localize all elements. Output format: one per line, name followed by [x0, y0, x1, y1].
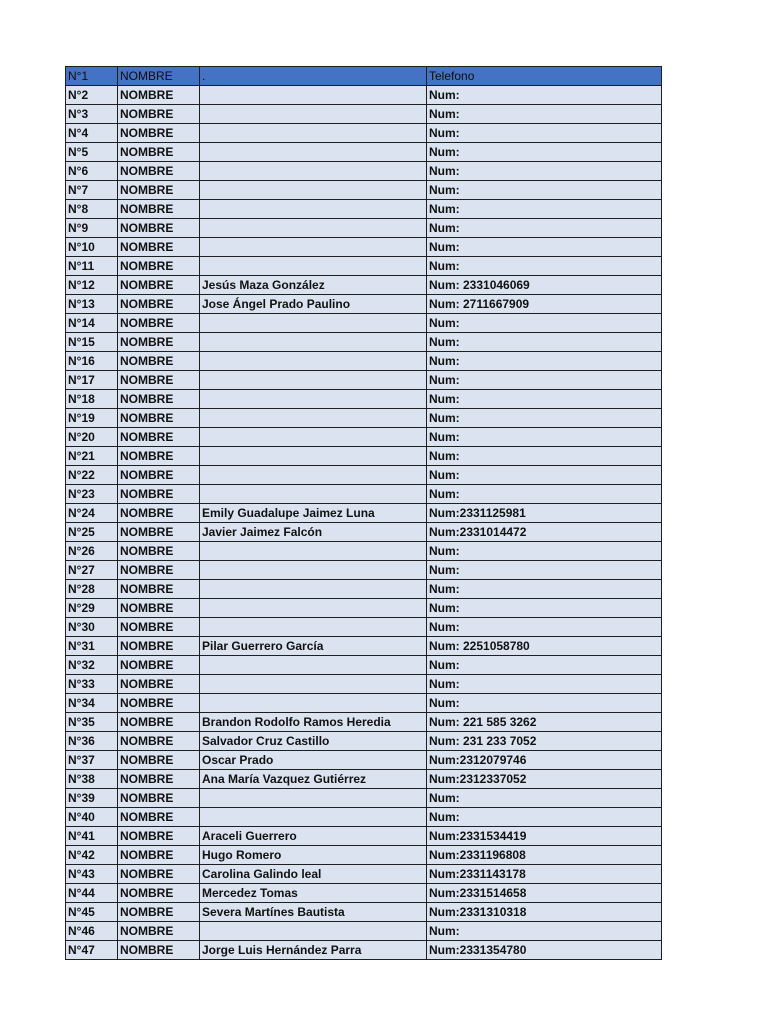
cell-label[interactable]: NOMBRE: [118, 713, 200, 732]
cell-phone[interactable]: Num:: [427, 219, 662, 238]
table-row: [66, 542, 662, 561]
cell-name[interactable]: Brandon Rodolfo Ramos Heredia: [200, 713, 427, 732]
cell-number[interactable]: N°20: [66, 428, 118, 447]
table-row: [66, 219, 662, 238]
cell-number[interactable]: N°36: [66, 732, 118, 751]
cell-name[interactable]: [200, 922, 427, 941]
cell-name[interactable]: [200, 200, 427, 219]
table-row: [66, 941, 662, 960]
table-row: [66, 618, 662, 637]
cell-phone[interactable]: Num:: [427, 238, 662, 257]
cell-number[interactable]: N°4: [66, 124, 118, 143]
cell-label[interactable]: NOMBRE: [118, 409, 200, 428]
cell-name[interactable]: Hugo Romero: [200, 846, 427, 865]
cell-label[interactable]: NOMBRE: [118, 86, 200, 105]
table-row: [66, 162, 662, 181]
cell-label[interactable]: NOMBRE: [118, 295, 200, 314]
cell-number[interactable]: N°15: [66, 333, 118, 352]
cell-label[interactable]: NOMBRE: [118, 789, 200, 808]
cell-name[interactable]: [200, 789, 427, 808]
table-row: [66, 580, 662, 599]
cell-phone[interactable]: Num:: [427, 447, 662, 466]
cell-label[interactable]: NOMBRE: [118, 561, 200, 580]
cell-label[interactable]: NOMBRE: [118, 466, 200, 485]
header-cell-label[interactable]: NOMBRE: [118, 67, 200, 86]
cell-label[interactable]: NOMBRE: [118, 751, 200, 770]
cell-phone[interactable]: Num:2331354780: [427, 941, 662, 960]
cell-phone[interactable]: Num:2331125981: [427, 504, 662, 523]
cell-number[interactable]: N°9: [66, 219, 118, 238]
cell-name[interactable]: [200, 352, 427, 371]
cell-phone[interactable]: Num:2331014472: [427, 523, 662, 542]
cell-label[interactable]: NOMBRE: [118, 656, 200, 675]
cell-number[interactable]: N°31: [66, 637, 118, 656]
table-row: [66, 257, 662, 276]
cell-phone[interactable]: Num:: [427, 922, 662, 941]
cell-phone[interactable]: Num: 221 585 3262: [427, 713, 662, 732]
cell-phone[interactable]: Num:: [427, 371, 662, 390]
cell-phone[interactable]: Num:2312079746: [427, 751, 662, 770]
cell-label[interactable]: NOMBRE: [118, 599, 200, 618]
cell-label[interactable]: NOMBRE: [118, 865, 200, 884]
cell-label[interactable]: NOMBRE: [118, 352, 200, 371]
cell-phone[interactable]: Num:: [427, 599, 662, 618]
cell-number[interactable]: N°47: [66, 941, 118, 960]
cell-phone[interactable]: Num:: [427, 675, 662, 694]
table-row: [66, 504, 662, 523]
cell-phone[interactable]: Num:2331143178: [427, 865, 662, 884]
table-row: [66, 371, 662, 390]
table-row: [66, 808, 662, 827]
cell-number[interactable]: N°44: [66, 884, 118, 903]
cell-name[interactable]: [200, 694, 427, 713]
cell-name[interactable]: [200, 409, 427, 428]
cell-number[interactable]: N°30: [66, 618, 118, 637]
cell-number[interactable]: N°40: [66, 808, 118, 827]
cell-label[interactable]: NOMBRE: [118, 922, 200, 941]
table-row: [66, 656, 662, 675]
cell-name[interactable]: [200, 181, 427, 200]
cell-label[interactable]: NOMBRE: [118, 105, 200, 124]
cell-name[interactable]: [200, 238, 427, 257]
cell-phone[interactable]: Num:: [427, 466, 662, 485]
cell-label[interactable]: NOMBRE: [118, 580, 200, 599]
cell-number[interactable]: N°17: [66, 371, 118, 390]
cell-label[interactable]: NOMBRE: [118, 238, 200, 257]
table-row: [66, 238, 662, 257]
table-row: [66, 409, 662, 428]
cell-label[interactable]: NOMBRE: [118, 485, 200, 504]
cell-label[interactable]: NOMBRE: [118, 333, 200, 352]
cell-name[interactable]: Salvador Cruz Castillo: [200, 732, 427, 751]
table-row: [66, 124, 662, 143]
cell-name[interactable]: [200, 542, 427, 561]
cell-phone[interactable]: Num:: [427, 181, 662, 200]
table-row: [66, 675, 662, 694]
cell-label[interactable]: NOMBRE: [118, 390, 200, 409]
cell-number[interactable]: N°43: [66, 865, 118, 884]
table-row: [66, 922, 662, 941]
cell-name[interactable]: Javier Jaimez Falcón: [200, 523, 427, 542]
cell-name[interactable]: [200, 618, 427, 637]
table-row: [66, 181, 662, 200]
cell-number[interactable]: N°6: [66, 162, 118, 181]
cell-label[interactable]: NOMBRE: [118, 276, 200, 295]
cell-name[interactable]: [200, 447, 427, 466]
cell-number[interactable]: N°33: [66, 675, 118, 694]
table-row: [66, 314, 662, 333]
cell-name[interactable]: Jesús Maza González: [200, 276, 427, 295]
table-row: [66, 447, 662, 466]
cell-number[interactable]: N°26: [66, 542, 118, 561]
cell-phone[interactable]: Num:: [427, 409, 662, 428]
table-row: [66, 86, 662, 105]
cell-name[interactable]: [200, 428, 427, 447]
table-row: [66, 903, 662, 922]
cell-label[interactable]: NOMBRE: [118, 903, 200, 922]
cell-label[interactable]: NOMBRE: [118, 542, 200, 561]
table-row: [66, 523, 662, 542]
cell-phone[interactable]: Num:: [427, 656, 662, 675]
table-row: [66, 865, 662, 884]
table-row: [66, 884, 662, 903]
table-body: [66, 67, 662, 960]
cell-number[interactable]: N°37: [66, 751, 118, 770]
cell-name[interactable]: [200, 257, 427, 276]
cell-phone[interactable]: Num:: [427, 162, 662, 181]
cell-number[interactable]: N°23: [66, 485, 118, 504]
cell-name[interactable]: Oscar Prado: [200, 751, 427, 770]
cell-phone[interactable]: Num:: [427, 542, 662, 561]
cell-label[interactable]: NOMBRE: [118, 371, 200, 390]
cell-label[interactable]: NOMBRE: [118, 428, 200, 447]
cell-number[interactable]: N°19: [66, 409, 118, 428]
cell-phone[interactable]: Num:2312337052: [427, 770, 662, 789]
cell-number[interactable]: N°12: [66, 276, 118, 295]
cell-number[interactable]: N°42: [66, 846, 118, 865]
cell-number[interactable]: N°32: [66, 656, 118, 675]
table-header-row: [66, 67, 662, 86]
cell-number[interactable]: N°46: [66, 922, 118, 941]
cell-label[interactable]: NOMBRE: [118, 124, 200, 143]
cell-name[interactable]: [200, 219, 427, 238]
cell-number[interactable]: N°21: [66, 447, 118, 466]
cell-number[interactable]: N°45: [66, 903, 118, 922]
cell-number[interactable]: N°8: [66, 200, 118, 219]
table-row: [66, 637, 662, 656]
cell-phone[interactable]: Num:: [427, 561, 662, 580]
cell-phone[interactable]: Num:: [427, 124, 662, 143]
table-row: [66, 143, 662, 162]
cell-label[interactable]: NOMBRE: [118, 257, 200, 276]
cell-name[interactable]: Carolina Galindo leal: [200, 865, 427, 884]
cell-label[interactable]: NOMBRE: [118, 523, 200, 542]
cell-number[interactable]: N°41: [66, 827, 118, 846]
cell-label[interactable]: NOMBRE: [118, 884, 200, 903]
header-cell-number[interactable]: N°1: [66, 67, 118, 86]
cell-name[interactable]: Jorge Luis Hernández Parra: [200, 941, 427, 960]
cell-name[interactable]: [200, 371, 427, 390]
cell-number[interactable]: N°7: [66, 181, 118, 200]
cell-phone[interactable]: Num:: [427, 694, 662, 713]
cell-phone[interactable]: Num:2331196808: [427, 846, 662, 865]
header-cell-phone[interactable]: Telefono: [427, 67, 662, 86]
cell-name[interactable]: [200, 599, 427, 618]
cell-number[interactable]: N°2: [66, 86, 118, 105]
cell-name[interactable]: [200, 124, 427, 143]
contacts-table: [65, 66, 662, 960]
cell-number[interactable]: N°22: [66, 466, 118, 485]
cell-number[interactable]: N°29: [66, 599, 118, 618]
cell-number[interactable]: N°3: [66, 105, 118, 124]
cell-label[interactable]: NOMBRE: [118, 504, 200, 523]
table-row: [66, 599, 662, 618]
cell-name[interactable]: [200, 143, 427, 162]
cell-number[interactable]: N°11: [66, 257, 118, 276]
cell-phone[interactable]: Num:: [427, 105, 662, 124]
table-row: [66, 827, 662, 846]
cell-label[interactable]: NOMBRE: [118, 162, 200, 181]
cell-number[interactable]: N°24: [66, 504, 118, 523]
cell-name[interactable]: [200, 466, 427, 485]
header-cell-name[interactable]: .: [200, 67, 427, 86]
cell-label[interactable]: NOMBRE: [118, 770, 200, 789]
table-row: [66, 694, 662, 713]
cell-phone[interactable]: Num:: [427, 485, 662, 504]
cell-number[interactable]: N°10: [66, 238, 118, 257]
cell-name[interactable]: Mercedez Tomas: [200, 884, 427, 903]
cell-name[interactable]: [200, 485, 427, 504]
cell-label[interactable]: NOMBRE: [118, 732, 200, 751]
cell-name[interactable]: [200, 656, 427, 675]
table-row: [66, 770, 662, 789]
cell-name[interactable]: Pilar Guerrero García: [200, 637, 427, 656]
cell-phone[interactable]: Num: 2331046069: [427, 276, 662, 295]
cell-phone[interactable]: Num:: [427, 390, 662, 409]
cell-phone[interactable]: Num:2331514658: [427, 884, 662, 903]
cell-name[interactable]: [200, 86, 427, 105]
cell-label[interactable]: NOMBRE: [118, 143, 200, 162]
cell-label[interactable]: NOMBRE: [118, 694, 200, 713]
cell-label[interactable]: NOMBRE: [118, 637, 200, 656]
cell-label[interactable]: NOMBRE: [118, 846, 200, 865]
cell-phone[interactable]: Num:: [427, 314, 662, 333]
cell-number[interactable]: N°27: [66, 561, 118, 580]
cell-name[interactable]: [200, 675, 427, 694]
cell-number[interactable]: N°38: [66, 770, 118, 789]
cell-name[interactable]: [200, 808, 427, 827]
cell-name[interactable]: Ana María Vazquez Gutiérrez: [200, 770, 427, 789]
cell-name[interactable]: [200, 105, 427, 124]
cell-number[interactable]: N°14: [66, 314, 118, 333]
cell-phone[interactable]: Num:: [427, 143, 662, 162]
spreadsheet-sheet: [65, 66, 661, 960]
cell-phone[interactable]: Num:: [427, 352, 662, 371]
table-row: [66, 713, 662, 732]
cell-name[interactable]: [200, 580, 427, 599]
cell-label[interactable]: NOMBRE: [118, 447, 200, 466]
cell-phone[interactable]: Num:: [427, 618, 662, 637]
cell-phone[interactable]: Num: 2711667909: [427, 295, 662, 314]
cell-phone[interactable]: Num:: [427, 257, 662, 276]
cell-number[interactable]: N°39: [66, 789, 118, 808]
cell-label[interactable]: NOMBRE: [118, 941, 200, 960]
table-row: [66, 846, 662, 865]
cell-name[interactable]: [200, 333, 427, 352]
cell-phone[interactable]: Num:2331534419: [427, 827, 662, 846]
cell-name[interactable]: [200, 561, 427, 580]
table-row: [66, 428, 662, 447]
table-row: [66, 333, 662, 352]
cell-name[interactable]: [200, 390, 427, 409]
cell-name[interactable]: Jose Ángel Prado Paulino: [200, 295, 427, 314]
cell-number[interactable]: N°16: [66, 352, 118, 371]
cell-number[interactable]: N°25: [66, 523, 118, 542]
table-row: [66, 276, 662, 295]
cell-number[interactable]: N°5: [66, 143, 118, 162]
cell-phone[interactable]: Num:: [427, 808, 662, 827]
table-row: [66, 732, 662, 751]
cell-name[interactable]: [200, 314, 427, 333]
table-row: [66, 105, 662, 124]
cell-label[interactable]: NOMBRE: [118, 675, 200, 694]
table-row: [66, 200, 662, 219]
cell-phone[interactable]: Num:: [427, 86, 662, 105]
cell-phone[interactable]: Num:: [427, 200, 662, 219]
cell-number[interactable]: N°28: [66, 580, 118, 599]
cell-phone[interactable]: Num: 231 233 7052: [427, 732, 662, 751]
table-row: [66, 295, 662, 314]
cell-number[interactable]: N°18: [66, 390, 118, 409]
cell-name[interactable]: [200, 162, 427, 181]
cell-label[interactable]: NOMBRE: [118, 314, 200, 333]
cell-label[interactable]: NOMBRE: [118, 827, 200, 846]
cell-name[interactable]: Severa Martínes Bautista: [200, 903, 427, 922]
cell-number[interactable]: N°34: [66, 694, 118, 713]
cell-phone[interactable]: Num:2331310318: [427, 903, 662, 922]
cell-label[interactable]: NOMBRE: [118, 808, 200, 827]
cell-label[interactable]: NOMBRE: [118, 181, 200, 200]
table-row: [66, 485, 662, 504]
cell-name[interactable]: Emily Guadalupe Jaimez Luna: [200, 504, 427, 523]
cell-phone[interactable]: Num:: [427, 789, 662, 808]
cell-label[interactable]: NOMBRE: [118, 219, 200, 238]
cell-phone[interactable]: Num:: [427, 580, 662, 599]
cell-phone[interactable]: Num: 2251058780: [427, 637, 662, 656]
cell-name[interactable]: Araceli Guerrero: [200, 827, 427, 846]
cell-label[interactable]: NOMBRE: [118, 200, 200, 219]
cell-label[interactable]: NOMBRE: [118, 618, 200, 637]
table-row: [66, 561, 662, 580]
cell-phone[interactable]: Num:: [427, 428, 662, 447]
cell-number[interactable]: N°35: [66, 713, 118, 732]
table-row: [66, 789, 662, 808]
cell-number[interactable]: N°13: [66, 295, 118, 314]
table-row: [66, 466, 662, 485]
table-row: [66, 751, 662, 770]
table-row: [66, 390, 662, 409]
cell-phone[interactable]: Num:: [427, 333, 662, 352]
table-row: [66, 352, 662, 371]
